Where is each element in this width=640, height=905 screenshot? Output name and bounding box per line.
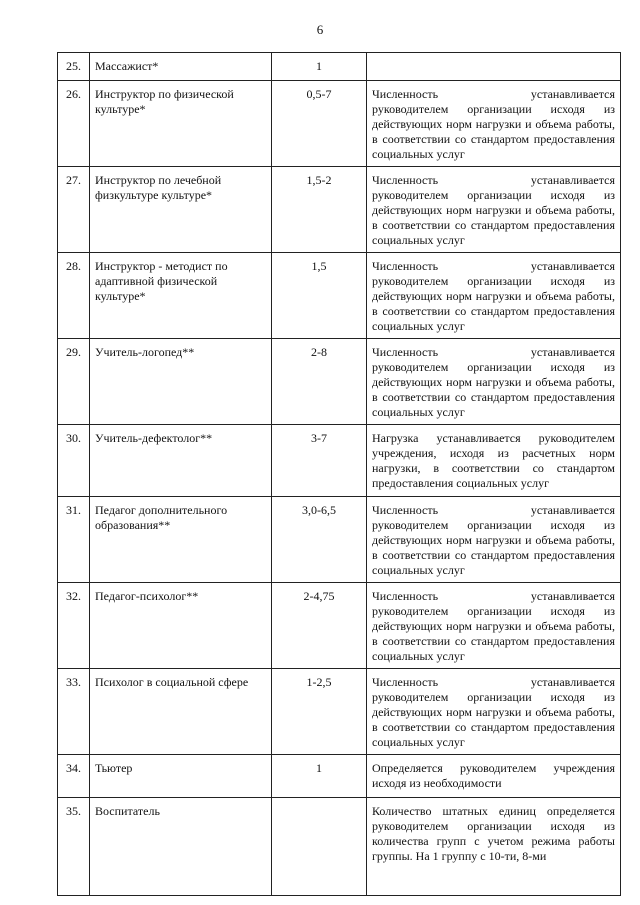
staffing-note	[367, 425, 621, 497]
staffing-note	[367, 253, 621, 339]
position-name: Учитель-логопед**	[90, 339, 272, 425]
staff-count: 2-4,75	[272, 583, 367, 669]
position-name: Тьютер	[90, 755, 272, 798]
row-number: 27.	[58, 167, 90, 253]
table-row	[58, 497, 621, 583]
position-name: Массажист*	[90, 53, 272, 81]
row-number: 25.	[58, 53, 90, 81]
note-first-line: Численность устанавливается	[372, 675, 615, 689]
staff-count: 3,0-6,5	[272, 497, 367, 583]
staffing-note	[367, 497, 621, 583]
row-number: 35.	[58, 798, 90, 896]
staffing-note	[367, 583, 621, 669]
staff-count	[272, 798, 367, 896]
staffing-note	[367, 167, 621, 253]
staff-count: 1,5	[272, 253, 367, 339]
position-name: Учитель-дефектолог**	[90, 425, 272, 497]
page-number: 6	[316, 22, 324, 37]
note-text: руководителем организации исходя из действующих норм нагрузки и объема работы, в соответствии со стандартом предоставления социальных услуг	[372, 274, 615, 333]
staff-count: 1	[272, 53, 367, 81]
note-first-line: Численность устанавливается	[372, 589, 615, 603]
table-row	[58, 339, 621, 425]
staff-count: 1	[272, 755, 367, 798]
position-name: Воспитатель	[90, 798, 272, 896]
row-number: 32.	[58, 583, 90, 669]
table-row	[58, 53, 621, 81]
row-number: 33.	[58, 669, 90, 755]
staffing-note	[367, 798, 621, 896]
position-name: Педагог дополнительного образования**	[90, 497, 272, 583]
table-row	[58, 81, 621, 167]
note-text: Нагрузка устанавливается руководителем учреждения, исходя из расчетных норм нагрузки, в соответствии со стандартом предоставления социальных услуг	[372, 431, 615, 490]
table-row	[58, 583, 621, 669]
note-text: Количество штатных единиц определяется руководителем организации исходя из количества групп с учетом режима работы группы. На 1 группу с 10-ти, 8-ми	[372, 804, 615, 863]
position-name: Педагог-психолог**	[90, 583, 272, 669]
note-first-line: Численность устанавливается	[372, 173, 615, 187]
note-first-line: Численность устанавливается	[372, 345, 615, 359]
position-name: Инструктор - методист по адаптивной физической культуре*	[90, 253, 272, 339]
table-row	[58, 755, 621, 798]
staff-count: 3-7	[272, 425, 367, 497]
staff-count: 1-2,5	[272, 669, 367, 755]
note-text: руководителем организации исходя из действующих норм нагрузки и объема работы, в соответствии со стандартом предоставления социальных услуг	[372, 360, 615, 419]
staffing-note	[367, 755, 621, 798]
staffing-note	[367, 669, 621, 755]
table-row	[58, 167, 621, 253]
note-text: руководителем организации исходя из действующих норм нагрузки и объема работы, в соответствии со стандартом предоставления социальных услуг	[372, 690, 615, 749]
staff-count: 2-8	[272, 339, 367, 425]
row-number: 30.	[58, 425, 90, 497]
row-number: 29.	[58, 339, 90, 425]
note-first-line: Численность устанавливается	[372, 259, 615, 273]
position-name: Инструктор по физической культуре*	[90, 81, 272, 167]
position-name: Психолог в социальной сфере	[90, 669, 272, 755]
row-number: 31.	[58, 497, 90, 583]
staffing-note	[367, 339, 621, 425]
note-text: руководителем организации исходя из действующих норм нагрузки и объема работы, в соответствии со стандартом предоставления социальных услуг	[372, 102, 615, 161]
note-text: Определяется руководителем учреждения исходя из необходимости	[372, 761, 615, 790]
row-number: 28.	[58, 253, 90, 339]
table-row	[58, 669, 621, 755]
table-row	[58, 425, 621, 497]
staff-table	[57, 52, 621, 896]
table-row	[58, 798, 621, 896]
position-name: Инструктор по лечебной физкультуре культуре*	[90, 167, 272, 253]
staff-count: 0,5-7	[272, 81, 367, 167]
staffing-note	[367, 81, 621, 167]
note-first-line: Численность устанавливается	[372, 503, 615, 517]
note-text: руководителем организации исходя из действующих норм нагрузки и объема работы, в соответствии со стандартом предоставления социальных услуг	[372, 518, 615, 577]
row-number: 26.	[58, 81, 90, 167]
note-text: руководителем организации исходя из действующих норм нагрузки и объема работы, в соответствии со стандартом предоставления социальных услуг	[372, 188, 615, 247]
staff-count: 1,5-2	[272, 167, 367, 253]
row-number: 34.	[58, 755, 90, 798]
note-first-line: Численность устанавливается	[372, 87, 615, 101]
table-row	[58, 253, 621, 339]
staffing-note	[367, 53, 621, 81]
note-text: руководителем организации исходя из действующих норм нагрузки и объема работы, в соответствии со стандартом предоставления социальных услуг	[372, 604, 615, 663]
